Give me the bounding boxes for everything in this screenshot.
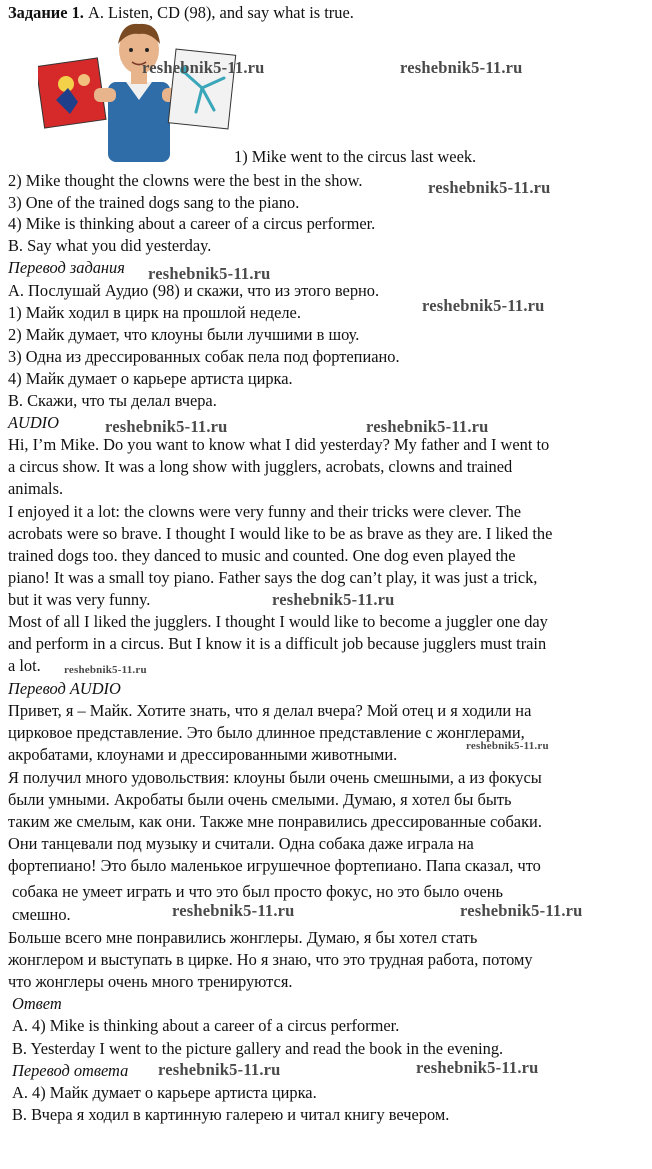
task-label: Задание 1. bbox=[8, 3, 84, 22]
audio-translation-line: смешно. bbox=[12, 905, 71, 924]
audio-translation-line: Больше всего мне понравились жонглеры. Думаю, я бы хотел стать bbox=[8, 928, 478, 947]
watermark: reshebnik5-11.ru bbox=[400, 58, 523, 77]
translation-line: А. Послушай Аудио (98) и скажи, что из этого верно. bbox=[8, 281, 380, 300]
statement-3: 3) One of the trained dogs sang to the piano. bbox=[8, 193, 300, 212]
translation-line: 1) Майк ходил в цирк на прошлой неделе. bbox=[8, 303, 301, 322]
audio-translation-line: цирковое представление. Это было длинное представление с жонглерами, bbox=[8, 723, 525, 742]
task-line bbox=[8, 2, 354, 23]
audio-translation-line: были умными. Акробаты были очень смелыми. Думаю, я хотел бы быть bbox=[8, 790, 512, 809]
task-text: A. Listen, CD (98), and say what is true. bbox=[83, 3, 354, 22]
audio-translation-line: акробатами, клоунами и дрессированными животными. bbox=[8, 745, 398, 764]
audio-line: a circus show. It was a long show with jugglers, acrobats, clowns and trained bbox=[8, 457, 513, 476]
audio-translation-line: Привет, я – Майк. Хотите знать, что я делал вчера? Мой отец и я ходили на bbox=[8, 701, 532, 720]
audio-line: Most of all I liked the jugglers. I thought I would like to become a juggler one day bbox=[8, 612, 548, 631]
translation-line: В. Скажи, что ты делал вчера. bbox=[8, 391, 217, 410]
audio-line: piano! It was a small toy piano. Father says the dog can’t play, it was just a trick, bbox=[8, 568, 538, 587]
audio-translation-heading: Перевод AUDIO bbox=[8, 679, 121, 698]
watermark: reshebnik5-11.ru bbox=[172, 901, 295, 920]
audio-translation-line: фортепиано! Это было маленькое игрушечное фортепиано. Папа сказал, что bbox=[8, 856, 541, 875]
watermark: reshebnik5-11.ru bbox=[148, 264, 271, 283]
watermark: reshebnik5-11.ru bbox=[422, 296, 545, 315]
audio-heading: AUDIO bbox=[8, 413, 59, 432]
statement-1: 1) Mike went to the circus last week. bbox=[234, 147, 477, 166]
answer-translation-line: А. 4) Майк думает о карьере артиста цирка. bbox=[12, 1083, 317, 1102]
watermark: reshebnik5-11.ru bbox=[466, 740, 549, 752]
watermark: reshebnik5-11.ru bbox=[460, 901, 583, 920]
translation-line: 4) Майк думает о карьере артиста цирка. bbox=[8, 369, 293, 388]
audio-line: but it was very funny. bbox=[8, 590, 151, 609]
audio-line: Hi, I’m Mike. Do you want to know what I did yesterday? My father and I went to bbox=[8, 435, 550, 454]
audio-translation-line: собака не умеет играть и что это был просто фокус, но это было очень bbox=[12, 882, 504, 901]
audio-translation-line: Я получил много удовольствия: клоуны были очень смешными, а из фокусы bbox=[8, 768, 542, 787]
watermark: reshebnik5-11.ru bbox=[416, 1058, 539, 1077]
audio-translation-line: что жонглеры очень много тренируются. bbox=[8, 972, 293, 991]
translation-heading: Перевод задания bbox=[8, 258, 125, 277]
audio-translation-line: Они танцевали под музыку и считали. Одна собака даже играла на bbox=[8, 834, 474, 853]
answer-translation-line: В. Вчера я ходил в картинную галерею и читал книгу вечером. bbox=[12, 1105, 450, 1124]
audio-line: and perform in a circus. But I know it is a difficult job because jugglers must train bbox=[8, 634, 547, 653]
translation-line: 2) Майк думает, что клоуны были лучшими в шоу. bbox=[8, 325, 360, 344]
watermark: reshebnik5-11.ru bbox=[366, 417, 489, 436]
answer-line: B. Yesterday I went to the picture gallery and read the book in the evening. bbox=[12, 1039, 504, 1058]
watermark: reshebnik5-11.ru bbox=[428, 178, 551, 197]
audio-translation-line: таким же смелым, как они. Также мне понравились дрессированные собаки. bbox=[8, 812, 542, 831]
translation-line: 3) Одна из дрессированных собак пела под фортепиано. bbox=[8, 347, 400, 366]
watermark: reshebnik5-11.ru bbox=[64, 664, 147, 676]
audio-line: a lot. bbox=[8, 656, 41, 675]
statement-4: 4) Mike is thinking about a career of a circus performer. bbox=[8, 214, 376, 233]
statement-b: B. Say what you did yesterday. bbox=[8, 236, 212, 255]
watermark: reshebnik5-11.ru bbox=[105, 417, 228, 436]
audio-line: trained dogs too. they danced to music and counted. One dog even played the bbox=[8, 546, 516, 565]
audio-line: animals. bbox=[8, 479, 64, 498]
statement-2: 2) Mike thought the clowns were the best in the show. bbox=[8, 171, 363, 190]
watermark: reshebnik5-11.ru bbox=[158, 1060, 281, 1079]
audio-translation-line: жонглером и выступать в цирке. Но я знаю, что это трудная работа, потому bbox=[8, 950, 533, 969]
audio-line: I enjoyed it a lot: the clowns were very funny and their tricks were clever. The bbox=[8, 502, 522, 521]
answer-heading: Ответ bbox=[12, 994, 62, 1013]
answer-line: A. 4) Mike is thinking about a career of a circus performer. bbox=[12, 1016, 400, 1035]
boy-with-posters-illustration bbox=[38, 22, 238, 162]
answer-translation-heading: Перевод ответа bbox=[12, 1061, 129, 1080]
watermark: reshebnik5-11.ru bbox=[142, 58, 265, 77]
watermark: reshebnik5-11.ru bbox=[272, 590, 395, 609]
audio-line: acrobats were so brave. I thought I would like to be as brave as they are. I liked the bbox=[8, 524, 553, 543]
